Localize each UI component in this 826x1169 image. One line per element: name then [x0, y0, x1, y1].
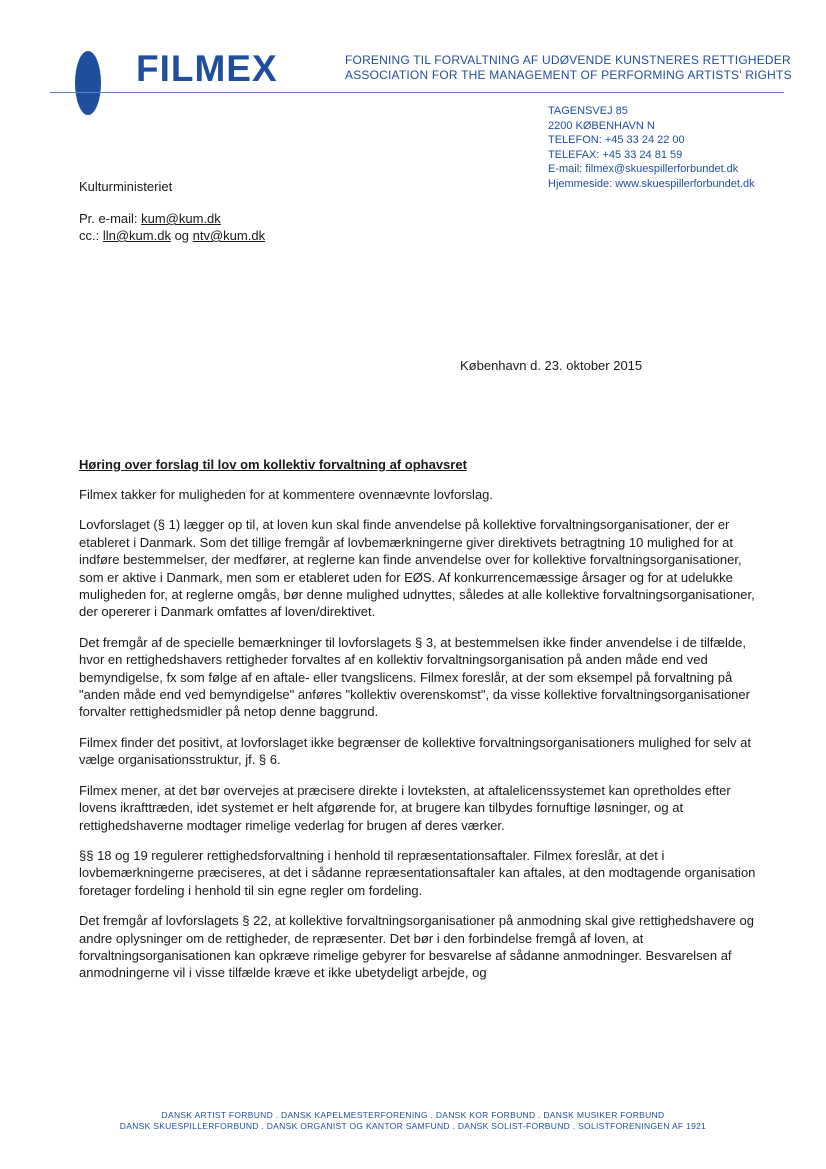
paragraph: Det fremgår af de specielle bemærkninger til lovforslagets § 3, at bestemmelsen ikke finder anvendelse i de tilfælde, hvor en rettighedshavers rettigheder forvaltes af en kollektiv forvaltningsorganisation på anden måde end ved bemyndigelse, fx som følge af en aftale- eller tvangslicens. Filmex foreslår, at der som eksempel på forvaltning på "anden måde end ved bemyndigelse" anføres "kollektiv overenskomst", da visse kollektive forvaltningsorganisationer forvalter rettighedsmidler på netop denne baggrund.	[79, 634, 750, 720]
footer-line: DANSK ARTIST FORBUND . DANSK KAPELMESTERFORENING . DANSK KOR FORBUND . DANSK MUSIKER FORBUND	[161, 1110, 665, 1120]
letter-body	[79, 486, 759, 995]
email-link-ntv[interactable]: ntv@kum.dk	[192, 228, 266, 243]
letter-subject: Høring over forslag til lov om kollektiv forvaltning af ophavsret	[79, 457, 467, 472]
contact-street: TAGENSVEJ 85	[548, 105, 628, 117]
logo-text: FILMEX	[136, 48, 278, 89]
contact-block	[548, 104, 755, 191]
email-line-cc	[79, 227, 265, 244]
email-recipients	[79, 210, 265, 244]
contact-phone: TELEFON: +45 33 24 22 00	[548, 134, 685, 146]
recipient: Kulturministeriet	[79, 179, 173, 194]
paragraph: Det fremgår af lovforslagets § 22, at kollektive forvaltningsorganisationer på anmodning skal give rettighedshavere og andre oplysninger om de rettigheder, de repræsenter. Det bør i den forbindelse fremgå af loven, at forvaltningsorganisationen kan opkræve rimelige gebyrer for besvarelse af sådanne anmodninger. Besvarelsen af anmodningerne vil i visse tilfælde kræve et ikke ubetydeligt arbejde, og	[79, 913, 754, 981]
contact-website[interactable]: Hjemmeside: www.skuespillerforbundet.dk	[548, 177, 755, 190]
cc-joiner: og	[170, 228, 193, 243]
contact-fax: TELEFAX: +45 33 24 81 59	[548, 148, 683, 161]
email-link-lln[interactable]: lln@kum.dk	[102, 228, 171, 243]
contact-email[interactable]: E-mail: filmex@skuespillerforbundet.dk	[548, 163, 739, 175]
footer-member-organizations	[0, 1110, 826, 1132]
org-name-danish: FORENING TIL FORVALTNING AF UDØVENDE KUNSTNERES RETTIGHEDER	[345, 53, 791, 67]
email-link-kum[interactable]: kum@kum.dk	[141, 211, 221, 226]
organization-name	[345, 53, 792, 83]
email-line-primary	[79, 210, 265, 227]
paragraph: Lovforslaget (§ 1) lægger op til, at loven kun skal finde anvendelse på kollektive forvaltningsorganisationer, der er etableret i Danmark. Som det tillige fremgår af lovbemærkningerne giver direktivets betragtning 10 mulighed for at indføre bestemmelser, der medfører, at reglerne kan finde anvendelse over for kollektive forvaltningsorganisationer, som er aktive i Danmark, men som er etableret uden for EØS. Af konkurrencemæssige årsager og for at udelukke muligheden for, at reglerne omgås, bør denne mulighed udnyttes, således at alle kollektive forvaltningsorganisationer, der opererer i Danmark omfattes af loven/direktivet.	[79, 517, 755, 620]
paragraph: Filmex finder det positivt, at lovforslaget ikke begrænser de kollektive forvaltningsorganisationers mulighed for selv at vælge organisationsstruktur, jf. § 6.	[79, 734, 751, 768]
email-prefix: Pr. e-mail:	[79, 211, 142, 226]
footer-line: DANSK SKUESPILLERFORBUND . DANSK ORGANIST OG KANTOR SAMFUND . DANSK SOLIST-FORBUND . SOLISTFORENINGEN AF 1921	[119, 1121, 707, 1131]
paragraph: Filmex takker for muligheden for at kommentere ovennævnte lovforslag.	[79, 487, 494, 502]
header-divider	[50, 92, 784, 93]
contact-city: 2200 KØBENHAVN N	[548, 119, 655, 132]
paragraph: Filmex mener, at det bør overvejes at præcisere direkte i lovteksten, at aftalelicenssystemet kan opretholdes efter lovens ikrafttræden, idet systemet er helt afgørende for, at brugere kan tilbydes fornuftige løsninger, og at rettighedshaverne modtager rimelige vederlag for brugen af deres værker.	[79, 782, 731, 833]
letter-date: København d. 23. oktober 2015	[460, 358, 643, 373]
paragraph: §§ 18 og 19 regulerer rettighedsforvaltning i henhold til repræsentationsaftaler. Filmex foreslår, at det i lovbemærkningerne præciseres, at det i sådanne repræsentationsaftaler kan aftales, at den modtagende organisation foretager fordeling i henhold til sin egne regler om fordeling.	[79, 847, 756, 898]
cc-prefix: cc.:	[79, 228, 103, 243]
filmex-logo-icon	[73, 50, 103, 116]
org-name-english: ASSOCIATION FOR THE MANAGEMENT OF PERFORMING ARTISTS' RIGHTS	[345, 68, 792, 82]
